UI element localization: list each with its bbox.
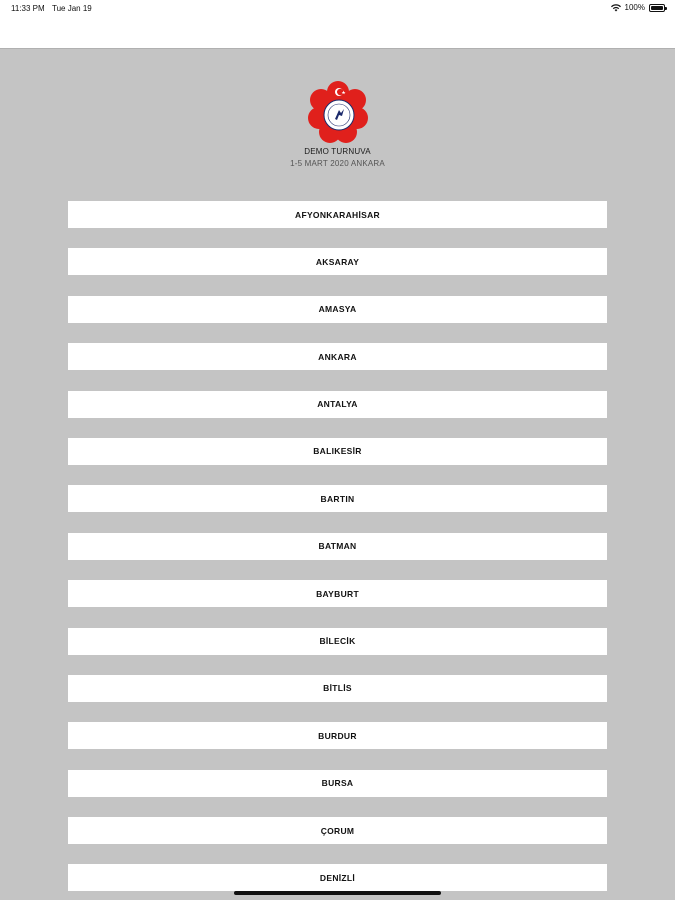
tournament-title: DEMO TURNUVA [304, 147, 371, 156]
status-time: 11:33 PM [11, 4, 45, 13]
city-button-bitlis[interactable]: BİTLİS [68, 675, 607, 702]
city-button-bursa[interactable]: BURSA [68, 770, 607, 797]
city-button-ankara[interactable]: ANKARA [68, 343, 607, 370]
battery-percent: 100% [624, 3, 645, 12]
wifi-icon [611, 4, 621, 12]
tournament-subtitle: 1-5 MART 2020 ANKARA [290, 159, 385, 168]
federation-logo-icon [306, 80, 370, 144]
city-list [68, 201, 607, 900]
navigation-bar [0, 18, 675, 49]
city-button-balikesir[interactable]: BALIKESİR [68, 438, 607, 465]
city-button-bayburt[interactable]: BAYBURT [68, 580, 607, 607]
city-button-bartin[interactable]: BARTIN [68, 485, 607, 512]
status-date: Tue Jan 19 [52, 4, 92, 13]
status-right [611, 3, 665, 12]
city-button-afyonkarahisar[interactable]: AFYONKARAHİSAR [68, 201, 607, 228]
city-button-amasya[interactable]: AMASYA [68, 296, 607, 323]
city-button-aksaray[interactable]: AKSARAY [68, 248, 607, 275]
city-button-antalya[interactable]: ANTALYA [68, 391, 607, 418]
battery-icon [649, 4, 665, 12]
city-button-burdur[interactable]: BURDUR [68, 722, 607, 749]
tournament-header [0, 80, 675, 168]
city-button-corum[interactable]: ÇORUM [68, 817, 607, 844]
status-bar [0, 0, 675, 18]
home-indicator[interactable] [234, 891, 441, 895]
city-button-batman[interactable]: BATMAN [68, 533, 607, 560]
city-button-denizli[interactable]: DENİZLİ [68, 864, 607, 891]
city-button-bilecik[interactable]: BİLECİK [68, 628, 607, 655]
